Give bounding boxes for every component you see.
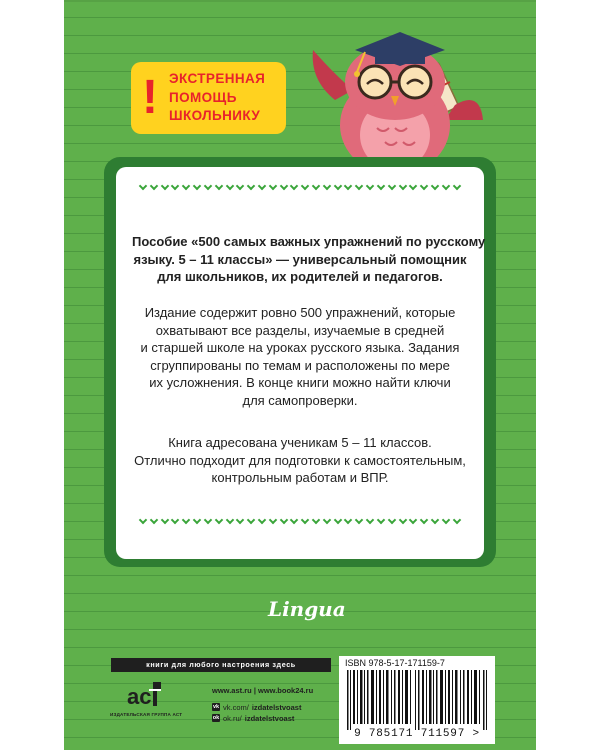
- cover-top-edge: [64, 0, 536, 2]
- content-line: для самопроверки.: [242, 392, 358, 408]
- exclamation-mark: !: [142, 71, 158, 124]
- badge-line: ПОМОЩЬ: [169, 89, 237, 105]
- ast-logo-icon: [125, 678, 165, 712]
- badge-line: ЭКСТРЕННАЯ: [169, 71, 266, 86]
- intro-line: для школьников, их родителей и педагогов.: [157, 269, 443, 285]
- ok-domain: ok.ru/: [223, 713, 242, 723]
- vk-domain: vk.com/: [223, 702, 249, 712]
- audience-line: контрольным работам и ВПР.: [211, 470, 389, 486]
- content-paragraph: [132, 304, 468, 410]
- content-line: их усложнения. В конце книги можно найти ключи: [149, 375, 451, 391]
- vk-icon: vk: [212, 704, 220, 710]
- slogan-bar: [111, 658, 331, 672]
- audience-line: Книга адресована ученикам 5 – 11 классов.: [168, 435, 432, 450]
- audience-paragraph: [132, 434, 468, 487]
- svg-text:ac: ac: [127, 684, 152, 709]
- vk-link-row: [212, 702, 301, 712]
- audience-line: Отлично подходит для подготовки к самостоятельным,: [134, 452, 466, 468]
- badge-line: ШКОЛЬНИКУ: [169, 108, 261, 123]
- barcode-icon: [345, 670, 491, 730]
- isbn-text: ISBN 978-5-17-171159-7: [345, 658, 445, 668]
- intro-paragraph: [132, 233, 486, 286]
- barcode-area: [339, 656, 495, 744]
- ok-icon: ok: [212, 715, 220, 721]
- content-line: Издание содержит ровно 500 упражнений, которые: [144, 305, 456, 320]
- publisher-label: ИЗДАТЕЛЬСКАЯ ГРУППА АСТ: [110, 712, 183, 717]
- slogan-text: книги для любого настроения здесь: [146, 660, 296, 669]
- content-line: охватывают все разделы, изучаемые в средней: [155, 322, 445, 338]
- intro-line: языку. 5 – 11 классы» — универсальный помощник: [133, 251, 467, 267]
- websites-text: www.ast.ru | www.book24.ru: [212, 686, 314, 695]
- intro-line: Пособие «500 самых важных упражнений по русскому: [132, 234, 486, 249]
- barcode-number: 9 785171 711597 >: [354, 728, 480, 740]
- bottom-chevron-border: [140, 517, 460, 527]
- badge-text: [169, 70, 284, 126]
- emergency-help-badge: [131, 62, 286, 134]
- description-panel: [116, 167, 484, 559]
- content-line: и старшей школе на уроках русского языка. Задания: [140, 340, 460, 356]
- ok-handle: izdatelstvoast: [244, 713, 295, 723]
- vk-handle: izdatelstvoast: [251, 702, 302, 712]
- lingua-logo: Lingua: [268, 597, 346, 621]
- top-chevron-border: [140, 183, 460, 193]
- ok-link-row: [212, 713, 294, 723]
- content-line: сгруппированы по темам и расположены по мере: [150, 357, 450, 373]
